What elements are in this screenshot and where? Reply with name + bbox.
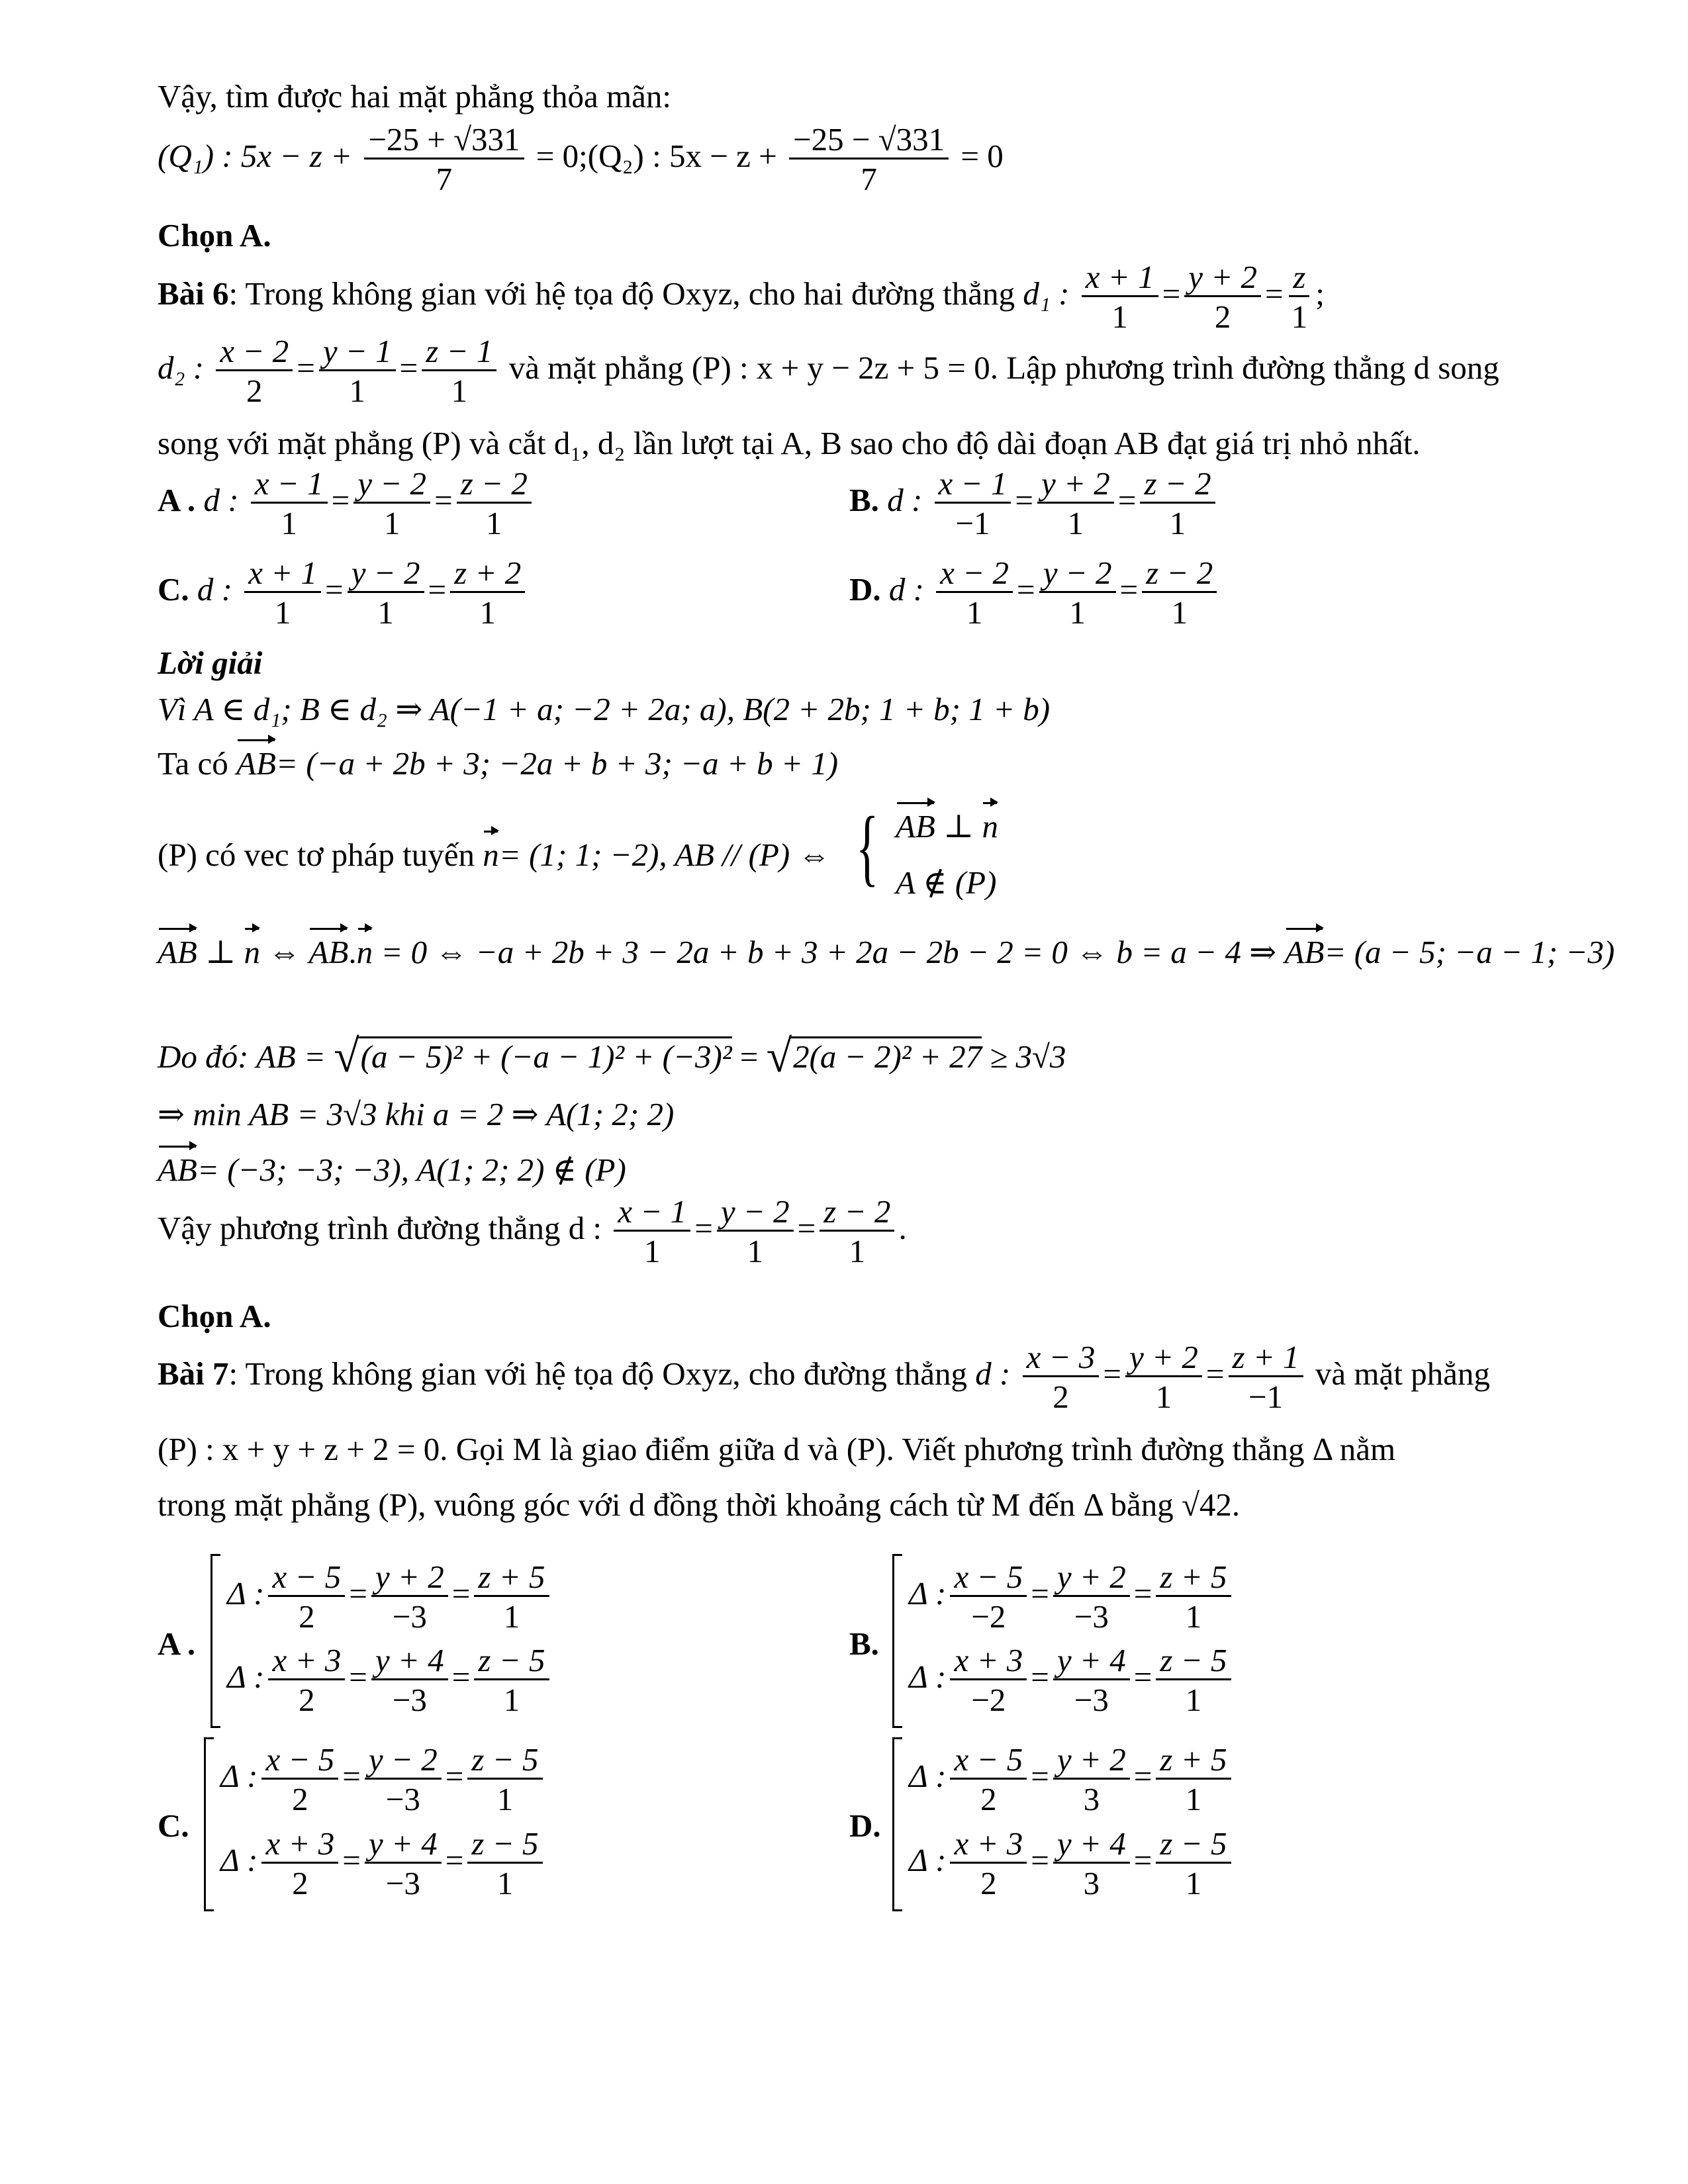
bai6-prompt: Bài 6: Trong không gian với hệ tọa độ Oxyz, cho hai đường thẳng d₁ : $\frac{x + 1}{1}$ = $\frac{y + 2}{2}$ = $\frac{z}{1}$ ; — [158, 259, 1325, 336]
bai7-label: Bài 7 — [158, 1355, 229, 1392]
solution-conclusion: Vậy phương trình đường thẳng d : $\frac{x - 1}{1}$ = $\frac{y - 2}{1}$ = $\frac{z - 2}{1}$ . — [158, 1193, 907, 1270]
bai7-option-c-line1: Δ : $\frac{x - 5}{2}$ = $\frac{y - 2}{-3}$ = $\frac{z - 5}{1}$ — [220, 1743, 547, 1817]
solution-heading: Lời giải — [158, 645, 263, 681]
solution-step-7: AB= (−3; −3; −3), A(1; 2; 2) ∉ (P) — [158, 1152, 626, 1188]
bai7-option-b-line1: Δ : $\frac{x - 5}{-2}$ = $\frac{y + 2}{-3}$ = $\frac{z + 5}{1}$ — [909, 1560, 1235, 1634]
solution-step-2: Ta có AB= (−a + 2b + 3; −2a + b + 3; −a + b + 1) — [158, 745, 839, 782]
bai6-d2-line: d₂ : $\frac{x - 2}{2}$ = $\frac{y - 1}{1}$ = $\frac{z - 1}{1}$ và mặt phẳng (P) : x + y − 2z + 5 = 0. Lập phương trình đường thẳng d song — [158, 333, 1499, 410]
bai6-option-c: C. d : $\frac{x + 1}{1}$ = $\frac{y - 2}{1}$ = $\frac{z + 2}{1}$ — [158, 556, 529, 630]
bai6-text3: song với mặt phẳng (P) và cắt d₁, d₂ lần lượt tại A, B sao cho độ dài đoạn AB đạt giá trị nhỏ nhất. — [158, 425, 1421, 461]
bai7-option-c-key: C. — [158, 1807, 189, 1844]
bai7-option-a-key: A . — [158, 1625, 196, 1662]
bai7-option-d-line1: Δ : $\frac{x - 5}{2}$ = $\frac{y + 2}{3}$ = $\frac{z + 5}{1}$ — [909, 1743, 1235, 1817]
bai7-option-d-bracket — [892, 1737, 902, 1911]
bai7-option-b-line2: Δ : $\frac{x + 3}{-2}$ = $\frac{y + 4}{-3}$ = $\frac{z - 5}{1}$ — [909, 1643, 1235, 1717]
bai7-option-a-bracket — [211, 1554, 220, 1728]
solution-step-1: Vì A ∈ d₁; B ∈ d₂ ⇒ A(−1 + a; −2 + 2a; a), B(2 + 2b; 1 + b; 1 + b) — [158, 691, 1051, 727]
solution-step-5: Do đó: AB = √(a − 5)² + (−a − 1)² + (−3)² = √2(a − 2)² + 27 ≥ 3√3 — [158, 1031, 1066, 1082]
bai7-option-a-line2: Δ : $\frac{x + 3}{2}$ = $\frac{y + 4}{-3}$ = $\frac{z - 5}{1}$ — [227, 1643, 553, 1717]
bai7-text3: trong mặt phẳng (P), vuông góc với d đồng thời khoảng cách từ M đến Δ bằng √42. — [158, 1486, 1241, 1523]
bai6-option-a: A . d : $\frac{x - 1}{1}$ = $\frac{y - 2}{1}$ = $\frac{z - 2}{1}$ — [158, 467, 536, 541]
system-line-1: AB ⊥ n — [896, 808, 998, 844]
bai7-option-c-bracket — [204, 1737, 214, 1911]
bai7-text2: (P) : x + y + z + 2 = 0. Gọi M là giao điểm giữa d và (P). Viết phương trình đường thẳng Δ nằm — [158, 1431, 1396, 1467]
intro-text: Vậy, tìm được hai mặt phẳng thỏa mãn: — [158, 78, 671, 114]
system-brace: { — [856, 799, 879, 895]
q-equations: (Q₁) : 5x − z + $\frac{-25 + √331}{7}$ = 0;(Q₂) : 5x − z + $\frac{-25 - √331}{7}$ = 0 — [158, 121, 1004, 198]
system-line-2: A ∉ (P) — [896, 864, 997, 901]
bai7-option-a-line1: Δ : $\frac{x - 5}{2}$ = $\frac{y + 2}{-3}$ = $\frac{z + 5}{1}$ — [227, 1560, 553, 1634]
bai7-option-b-bracket — [892, 1554, 902, 1728]
bai6-option-d: D. d : $\frac{x - 2}{1}$ = $\frac{y - 2}{1}$ = $\frac{z - 2}{1}$ — [849, 556, 1221, 630]
solution-step-6: ⇒ min AB = 3√3 khi a = 2 ⇒ A(1; 2; 2) — [158, 1096, 675, 1132]
solution-step-4: AB ⊥ n ⇔ AB.n = 0 ⇔ −a + 2b + 3 − 2a + b + 3 + 2a − 2b − 2 = 0 ⇔ b = a − 4 ⇒ AB= (a − 5; −a − 1; −3) — [158, 934, 1615, 970]
bai6-option-b: B. d : $\frac{x - 1}{-1}$ = $\frac{y + 2}{1}$ = $\frac{z - 2}{1}$ — [849, 467, 1219, 541]
bai7-option-b-key: B. — [849, 1625, 879, 1662]
bai7-option-d-key: D. — [849, 1807, 881, 1844]
bai7-option-c-line2: Δ : $\frac{x + 3}{2}$ = $\frac{y + 4}{-3}$ = $\frac{z - 5}{1}$ — [220, 1827, 547, 1901]
answer-choice-1: Chọn A. — [158, 217, 271, 253]
bai7-prompt: Bài 7: Trong không gian với hệ tọa độ Oxyz, cho đường thẳng d : $\frac{x - 3}{2}$ = $\frac{y + 2}{1}$ = $\frac{z + 1}{-1}$ và mặt phẳng — [158, 1339, 1490, 1416]
solution-step-3: (P) có vec tơ pháp tuyến n= (1; 1; −2), AB // (P) ⇔ — [158, 837, 831, 873]
bai6-label: Bài 6 — [158, 275, 229, 312]
bai7-option-d-line2: Δ : $\frac{x + 3}{2}$ = $\frac{y + 4}{3}$ = $\frac{z - 5}{1}$ — [909, 1827, 1235, 1901]
answer-choice-2: Chọn A. — [158, 1298, 271, 1334]
